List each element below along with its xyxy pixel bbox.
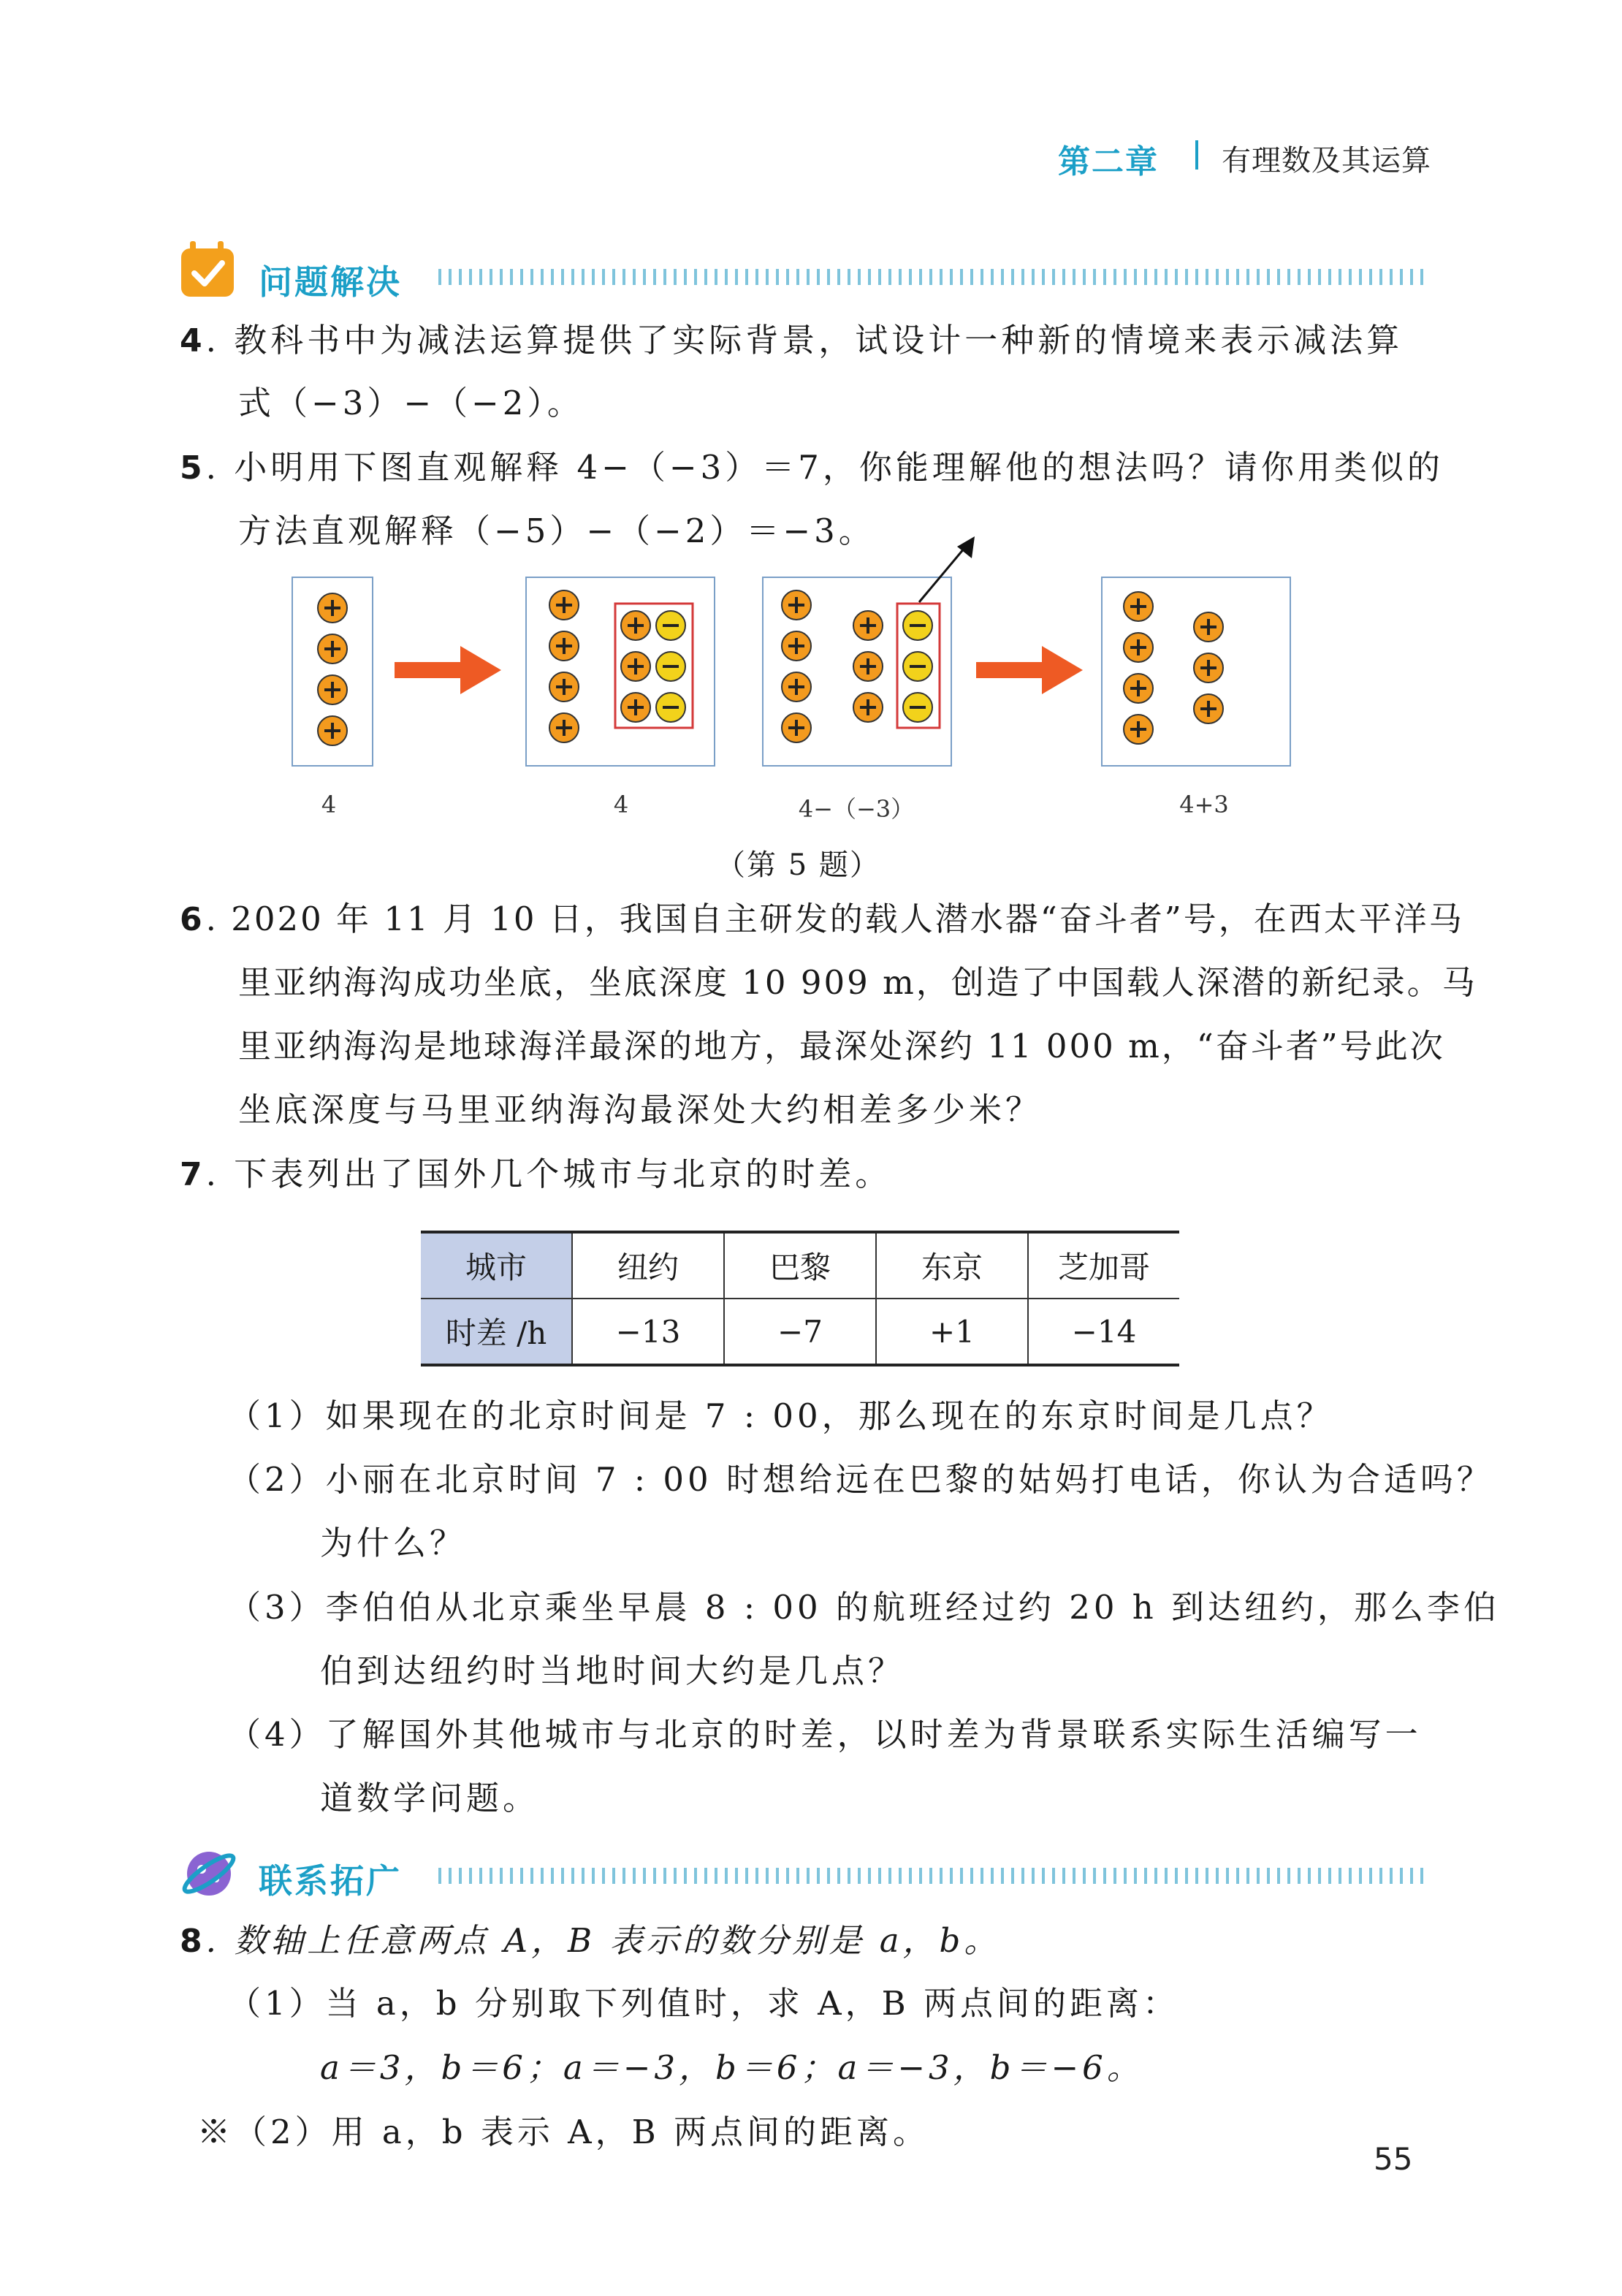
- table-cell: 纽约: [572, 1232, 724, 1299]
- remove-arrow-icon: [919, 548, 964, 602]
- plus-chip: [549, 631, 579, 661]
- problem-6-line-4: 坐底深度与马里亚纳海沟最深处大约相差多少米？: [238, 1090, 1043, 1129]
- problem-7-q4-line-2: 道数学问题。: [320, 1779, 540, 1817]
- plus-chip: [782, 590, 811, 620]
- problem-4-line-1: 4. 教科书中为减法运算提供了实际背景，试设计一种新的情境来表示减法算: [180, 321, 1404, 360]
- plus-chip: [1194, 653, 1223, 683]
- problem-7-q3-line-2: 伯到达纽约时当地时间大约是几点？: [320, 1651, 905, 1690]
- plus-chip: [318, 634, 347, 664]
- section-title-extension: 联系拓广: [259, 1861, 402, 1901]
- planet-icon: [178, 1843, 240, 1904]
- chapter-title: 有理数及其运算: [1222, 144, 1431, 178]
- plus-chip: [1124, 674, 1153, 703]
- page-number: 55: [1374, 2141, 1413, 2177]
- plus-chip: [318, 675, 347, 704]
- problem-7-line-1: 7. 下表列出了国外几个城市与北京的时差。: [180, 1155, 892, 1193]
- figure-label-3: 4−（−3）: [798, 795, 915, 823]
- section-divider: [438, 269, 1426, 285]
- minus-chip: [656, 693, 685, 722]
- problem-7-q2-line-1: （2）小丽在北京时间 7 : 00 时想给远在巴黎的姑妈打电话，你认为合适吗？: [228, 1460, 1493, 1499]
- plus-chip: [621, 693, 650, 722]
- plus-chip: [853, 611, 883, 640]
- plus-chip: [782, 713, 811, 742]
- table-cell: 城市: [421, 1232, 572, 1299]
- calendar-check-icon: [180, 241, 238, 300]
- table-cell: 东京: [876, 1232, 1028, 1299]
- time-difference-table: [421, 1231, 1179, 1366]
- problem-8-q1-values: a＝3，b＝6；a＝−3，b＝6；a＝−3，b＝−6。: [320, 2048, 1143, 2087]
- plus-chip: [318, 716, 347, 745]
- figure-label-4: 4+3: [1179, 791, 1229, 818]
- problem-6-line-2: 里亚纳海沟成功坐底，坐底深度 10 909 m，创造了中国载人深潜的新纪录。马: [238, 963, 1477, 1002]
- section-divider: [438, 1868, 1426, 1884]
- plus-chip: [549, 590, 579, 620]
- figure-label-2: 4: [613, 791, 629, 818]
- plus-chip: [621, 611, 650, 640]
- table-cell: 芝加哥: [1028, 1232, 1179, 1299]
- problem-4-line-2: 式（−3）−（−2）。: [238, 384, 584, 422]
- right-arrow-icon: [395, 646, 501, 694]
- problem-8-q2: ※（2）用 a，b 表示 A，B 两点间的距离。: [197, 2113, 930, 2151]
- table-cell: +1: [876, 1299, 1028, 1365]
- problem-6-line-3: 里亚纳海沟是地球海洋最深的地方，最深处深约 11 000 m，“奋斗者”号此次: [238, 1027, 1445, 1065]
- plus-chip: [853, 652, 883, 681]
- plus-chip: [549, 672, 579, 702]
- table-cell: 时差 /h: [421, 1299, 572, 1365]
- plus-chip: [1124, 715, 1153, 744]
- plus-chip: [1194, 694, 1223, 723]
- problem-7-q3-line-1: （3）李伯伯从北京乘坐早晨 8 : 00 的航班经过约 20 h 到达纽约，那么李伯: [228, 1588, 1501, 1627]
- figure-caption: （第 5 题）: [716, 848, 880, 882]
- minus-chip: [903, 611, 932, 640]
- problem-7-q2-line-2: 为什么？: [320, 1524, 467, 1562]
- problem-7-q4-line-1: （4）了解国外其他城市与北京的时差，以时差为背景联系实际生活编写一: [228, 1715, 1422, 1754]
- section-title-problem-solving: 问题解决: [259, 262, 402, 302]
- minus-chip: [656, 611, 685, 640]
- table-cell: 巴黎: [724, 1232, 876, 1299]
- plus-chip: [1124, 633, 1153, 662]
- table-header-row: [421, 1232, 1179, 1299]
- problem-6-line-1: 6. 2020 年 11 月 10 日，我国自主研发的载人潜水器“奋斗者”号，在西太平洋马: [180, 900, 1464, 938]
- plus-chip: [1124, 592, 1153, 621]
- chapter-label: 第二章: [1058, 143, 1159, 180]
- plus-chip: [318, 593, 347, 623]
- plus-chip: [621, 652, 650, 681]
- plus-chip: [853, 693, 883, 722]
- problem-5-line-2: 方法直观解释（−5）−（−2）＝−3。: [238, 512, 875, 550]
- plus-chip: [782, 631, 811, 661]
- table-cell: −14: [1028, 1299, 1179, 1365]
- plus-chip: [1194, 612, 1223, 642]
- plus-chip: [782, 672, 811, 702]
- header-divider: [1195, 140, 1198, 170]
- problem-8-q1: （1）当 a，b 分别取下列值时，求 A，B 两点间的距离：: [228, 1984, 1180, 2023]
- problem-5-figure: [285, 526, 1308, 789]
- minus-chip: [656, 652, 685, 681]
- table-cell: −13: [572, 1299, 724, 1365]
- figure-label-1: 4: [321, 791, 337, 818]
- problem-7-q1: （1）如果现在的北京时间是 7 : 00，那么现在的东京时间是几点？: [228, 1396, 1333, 1435]
- table-cell: −7: [724, 1299, 876, 1365]
- right-arrow-icon: [976, 646, 1083, 694]
- minus-chip: [903, 652, 932, 681]
- table-row: [421, 1299, 1179, 1365]
- problem-5-line-1: 5. 小明用下图直观解释 4−（−3）＝7，你能理解他的想法吗？请你用类似的: [180, 448, 1444, 487]
- problem-8-line-1: 8. 数轴上任意两点 A，B 表示的数分别是 a，b。: [180, 1921, 1001, 1960]
- plus-chip: [549, 713, 579, 742]
- minus-chip: [903, 693, 932, 722]
